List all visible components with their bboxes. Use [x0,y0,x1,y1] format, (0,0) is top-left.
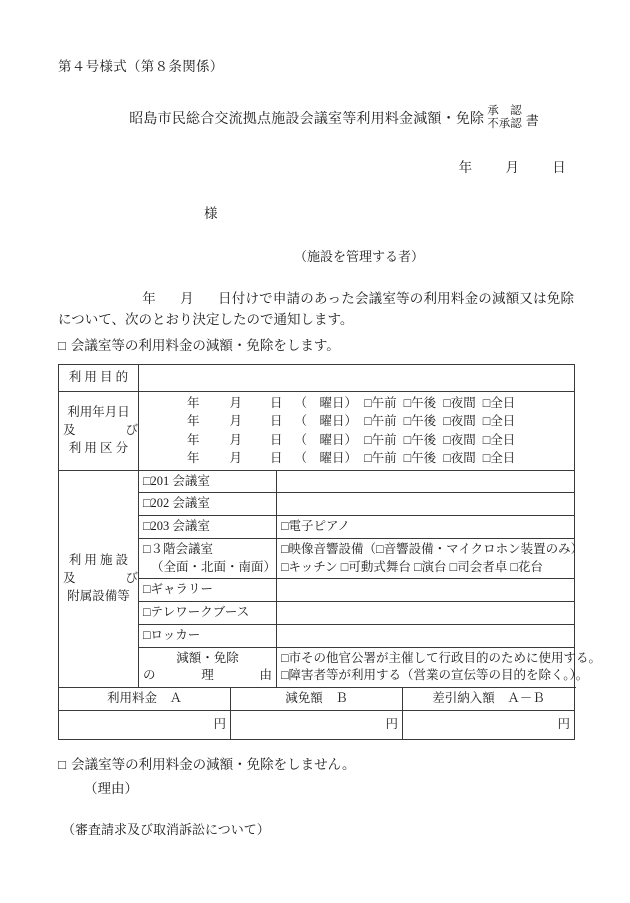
fee-table [58,687,575,740]
usedate-option-afternoon[interactable]: □午後 [403,432,437,447]
reason-options[interactable] [277,647,602,688]
usedate-option-afternoon[interactable]: □午後 [403,451,437,466]
reason-label-line2: の 理 由 [143,668,272,683]
usedate-day: 日 [270,432,283,447]
fee-header-b: 減免額 Ｂ [231,688,403,711]
usedate-label-line3: 利 用 区 分 [68,440,129,455]
appeal-note: （審査請求及び取消訴訟について） [62,822,270,838]
facility-name-201[interactable]: □201 会議室 [139,470,277,493]
usedate-month: 月 [229,414,243,429]
checkbox-icon[interactable]: □ [58,338,66,354]
usedate-weekday: （ 曜日） [294,432,358,447]
document-title [58,105,574,131]
title-main-text: 昭島市民総合交流拠点施設会議室等利用料金減額・免除 [129,111,485,127]
table-row-usedate [59,391,575,470]
usedate-option-evening[interactable]: □夜間 [443,395,476,410]
facility-label-line1: 利 用 施 設 [68,553,129,568]
usedate-label [59,391,139,470]
facility-equipment-gallery[interactable] [277,579,575,602]
notice-month: 月 [179,290,194,306]
issue-date-month: 月 [505,159,520,175]
disapproval-label: 不承認 [487,117,522,130]
fee-value-a[interactable]: 円 [59,710,231,739]
table-row-purpose [59,364,575,391]
purpose-value[interactable] [139,364,575,391]
addressee-line: 様 [204,205,218,221]
usedate-rows[interactable] [139,391,575,470]
notice-year: 年 [142,290,156,306]
facility-equipment-203[interactable]: □電子ピアノ [277,516,575,539]
issue-date-year: 年 [458,159,473,175]
facility-equipment-202[interactable] [277,493,575,516]
fee-header-a: 利用料金 Ａ [59,688,231,711]
facility-name-locker[interactable]: □ロッカー [139,624,277,647]
usedate-option-allday[interactable]: □全日 [482,414,516,429]
usedate-option-morning[interactable]: □午前 [364,395,397,410]
facility-equipment-3f-line2[interactable]: □キッチン □可動式舞台 □演台 □司会者卓 □花台 [281,559,543,574]
facility-equipment-3f-line1[interactable]: □映像音響設備（□音響設備・マイクロホン装置のみ） [281,541,584,556]
facility-name-telework[interactable]: □テレワークブース [139,602,277,625]
usedate-row[interactable] [143,449,570,468]
usedate-weekday: （ 曜日） [294,414,358,429]
usedate-row[interactable] [143,394,570,413]
usedate-option-morning[interactable]: □午前 [364,432,397,447]
facility-label [59,470,139,688]
approval-label: 承 認 [487,104,522,117]
approve-label: 会議室等の利用料金の減額・免除をします。 [70,338,340,354]
usedate-month: 月 [229,432,243,447]
application-table [58,364,602,689]
deny-label: 会議室等の利用料金の減額・免除をしません。 [71,756,356,772]
facility-equipment-3f[interactable] [277,538,584,579]
form-number: 第４号様式（第８条関係） [58,59,224,74]
document-body [58,58,602,838]
fee-header-ab: 差引納入額 Ａ－Ｂ [403,688,575,711]
usedate-option-allday[interactable]: □全日 [482,451,516,466]
usedate-row[interactable] [143,431,570,450]
usedate-option-afternoon[interactable]: □午後 [403,395,437,410]
usedate-day: 日 [270,395,283,410]
table-row-facility-201 [59,470,575,493]
usedate-weekday: （ 曜日） [294,451,358,466]
usedate-option-evening[interactable]: □夜間 [443,432,476,447]
approve-checkbox-line[interactable] [58,336,574,356]
usedate-day: 日 [270,451,283,466]
usedate-option-morning[interactable]: □午前 [364,451,397,466]
facility-equipment-201[interactable] [277,470,575,493]
facility-label-line3: 附属設備等 [67,588,130,603]
facility-name-203[interactable]: □203 会議室 [139,516,277,539]
fee-value-ab[interactable]: 円 [403,710,575,739]
reason-option-public[interactable]: □市その他官公署が主催して行政目的のために使用する。 [281,650,602,665]
usedate-label-line2: 及 び [63,422,139,437]
usedate-option-afternoon[interactable]: □午後 [403,414,437,429]
reason-label-line1: 減額・免除 [176,650,239,665]
usedate-year: 年 [187,414,200,429]
usedate-option-morning[interactable]: □午前 [364,414,397,429]
issue-date-day: 日 [552,159,566,175]
usedate-month: 月 [229,451,243,466]
usedate-option-allday[interactable]: □全日 [482,395,516,410]
usedate-row[interactable] [143,412,570,431]
usedate-year: 年 [187,451,200,466]
reason-label [139,647,277,688]
approval-stack [487,105,522,131]
reason-option-disability[interactable]: □障害者等が利用する（営業の宣伝等の目的を除く。）。 [281,668,589,683]
usedate-weekday: （ 曜日） [294,395,358,410]
facility-label-line2: 及 び [63,571,139,586]
facility-name-3f-main: □３階会議室 [143,541,214,556]
facility-name-gallery[interactable]: □ギャラリー [139,579,277,602]
facility-equipment-locker[interactable] [277,624,575,647]
issuer-line: （施設を管理する者） [294,248,425,264]
facility-name-3f[interactable] [139,538,277,579]
purpose-label: 利 用 目 的 [59,364,139,391]
usedate-year: 年 [187,395,200,410]
usedate-option-allday[interactable]: □全日 [482,432,516,447]
deny-checkbox-line[interactable] [58,755,574,775]
usedate-label-line1: 利用年月日 [67,405,130,420]
checkbox-icon[interactable]: □ [58,756,67,772]
facility-name-3f-sub: （全面・北面・南面） [151,559,277,574]
fee-header-row [59,688,575,711]
issue-date-line [58,156,574,176]
fee-value-b[interactable]: 円 [231,710,403,739]
facility-name-202[interactable]: □202 会議室 [139,493,277,516]
notice-body: 日付けで申請のあった会議室等の利用料金の減額又は免除について、次のとおり決定したので通知します。 [58,290,575,327]
usedate-option-evening[interactable]: □夜間 [443,451,476,466]
usedate-day: 日 [270,414,283,429]
usedate-year: 年 [187,432,200,447]
deny-reason-label: （理由） [84,781,138,797]
title-suffix-text: 書 [525,112,539,128]
usedate-option-evening[interactable]: □夜間 [443,414,476,429]
facility-equipment-telework[interactable] [277,602,575,625]
notice-paragraph [58,289,574,331]
fee-value-row [59,710,575,739]
usedate-month: 月 [229,395,243,410]
